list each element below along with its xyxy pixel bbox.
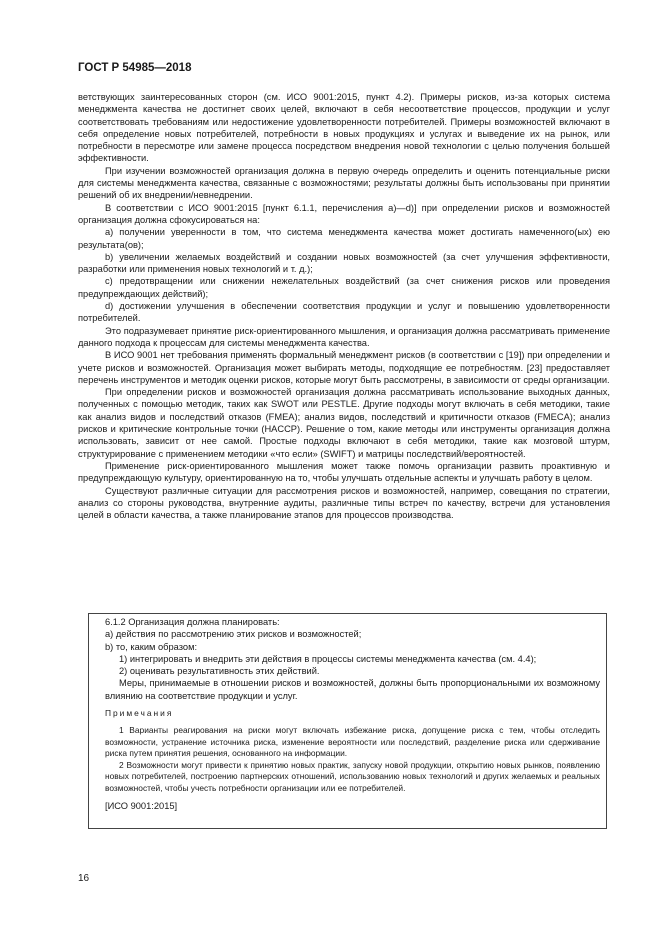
paragraph: При определении рисков и возможностей организация должна рассматривать использование выходных данных, полученных с помощью методик, таких как SWOT или PESTLE. Другие подходы могут включать в себя методики, такие как анализ видов и последствий отказов (FMEA); анализ видов, последствий и критичности отказов (FMECA); анализ рисков и критические контрольные точки (HACCP). Решение о том, какие методы или инструменты организация должна использовать, зависит от нее самой. Простые подходы включают в себя методики, такие как мозговой штурм, структурирование с применением методики «что если» (SWIFT) и матрицы последствий/вероятностей.: [78, 387, 610, 459]
paragraph: При изучении возможностей организация должна в первую очередь определить и оценить потенциальные риски для системы менеджмента качества, связанные с возможностями; результаты должны быть использованы при принятии решений об их внедрении/невнедрении.: [78, 165, 610, 201]
list-item: c) предотвращении или снижении нежелательных воздействий (за счет снижения рисков или проведения предупреждающих действий);: [78, 276, 610, 299]
list-item: а) получении уверенности в том, что система менеджмента качества может достигать намеченного(ых) ею результата(ов);: [78, 227, 610, 250]
paragraph: Применение риск-ориентированного мышления может также помочь организации развить проактивную и предупреждающую культуру, ориентированную на то, чтобы улучшать отдельные аспекты и улучшать работу в целом.: [78, 460, 610, 484]
notes-block: [105, 708, 600, 794]
paragraph: В ИСО 9001 нет требования применять формальный менеджмент рисков (в соответствии с [19]) при определении и учете рисков и возможностей. Организация может выбирать методы, подходящие ее потребностям. [23] предоставляет перечень инструментов и методик оценки рисков, которые могут быть рассмотрены, в зависимости от среды организации.: [78, 350, 610, 385]
note-item: 1 Варианты реагирования на риски могут включать избежание риска, допущение риска с тем, чтобы отследить возможности, устранение источника риска, изменение вероятности или последствий, разделение риска или сдерживание риска путем принятия решения, основанного на информации.: [105, 725, 600, 759]
paragraph: ветствующих заинтересованных сторон (см. ИСО 9001:2015, пункт 4.2). Примеры рисков, из-за которых система менеджмента качества не достигнет своих целей, включают в себя несоответствие процессов, продукции и услуг соответствовать требованиям или недостижение удовлетворенности потребителей. Примеры возможностей включают в себя определение новых потребителей, потребности в новых продукциях и услугах и выведение их на рынок, или потребности в пересмотре или замене процесса посредством внедрения новой технологии с целью получения большей эффективности.: [78, 92, 610, 164]
paragraph: Существуют различные ситуации для рассмотрения рисков и возможностей, например, совещания по стратегии, анализ со стороны руководства, внутренние аудиты, различные типы встреч по качеству, встречи для установления целей в области качества, а также планирование этапов для процессов производства.: [78, 485, 610, 521]
page-number: 16: [78, 873, 90, 884]
body-text: [78, 91, 610, 521]
paragraph: В соответствии с ИСО 9001:2015 [пункт 6.1.1, перечисления а)—d)] при определении рисков и возможностей организация должна сфокусироваться на:: [78, 202, 610, 225]
list-item: а) действия по рассмотрению этих рисков и возможностей;: [105, 629, 362, 640]
list-item: d) достижении улучшения в обеспечении соответствия продукции и услуг и повышению удовлетворенности потребителей.: [78, 301, 610, 324]
document-header: ГОСТ Р 54985—2018: [78, 62, 192, 74]
sub-list-item: 2) оценивать результативность этих действий.: [119, 666, 320, 677]
source-reference: [ИСО 9001:2015]: [105, 800, 178, 811]
clause-title: 6.1.2 Организация должна планировать:: [105, 617, 280, 627]
paragraph: Это подразумевает принятие риск-ориентированного мышления, и организация должна рассматривать применение данного подхода к процессам для системы менеджмента качества.: [78, 325, 610, 348]
note-item: 2 Возможности могут привести к принятию новых практик, запуску новой продукции, открытию новых рынков, появлению новых потребителей, построению партнерских отношений, использованию новых технологий и других желаемых и реальных возможностей, чтобы учесть потребности организации или ее потребителей.: [105, 759, 600, 793]
paragraph: Меры, принимаемые в отношении рисков и возможностей, должны быть пропорциональными их возможному влиянию на соответствие продукции и услуг.: [105, 678, 600, 701]
quoted-clause: [105, 616, 600, 812]
list-item: b) увеличении желаемых воздействий и создании новых возможностей (за счет улучшения эффективности, разработки или применения новых технологий и т. д.);: [78, 251, 610, 275]
notes-title: Примечания: [105, 708, 174, 719]
list-item: b) то, каким образом:: [105, 641, 198, 652]
sub-list-item: 1) интегрировать и внедрить эти действия в процессы системы менеджмента качества (см. 4.4);: [119, 653, 537, 664]
